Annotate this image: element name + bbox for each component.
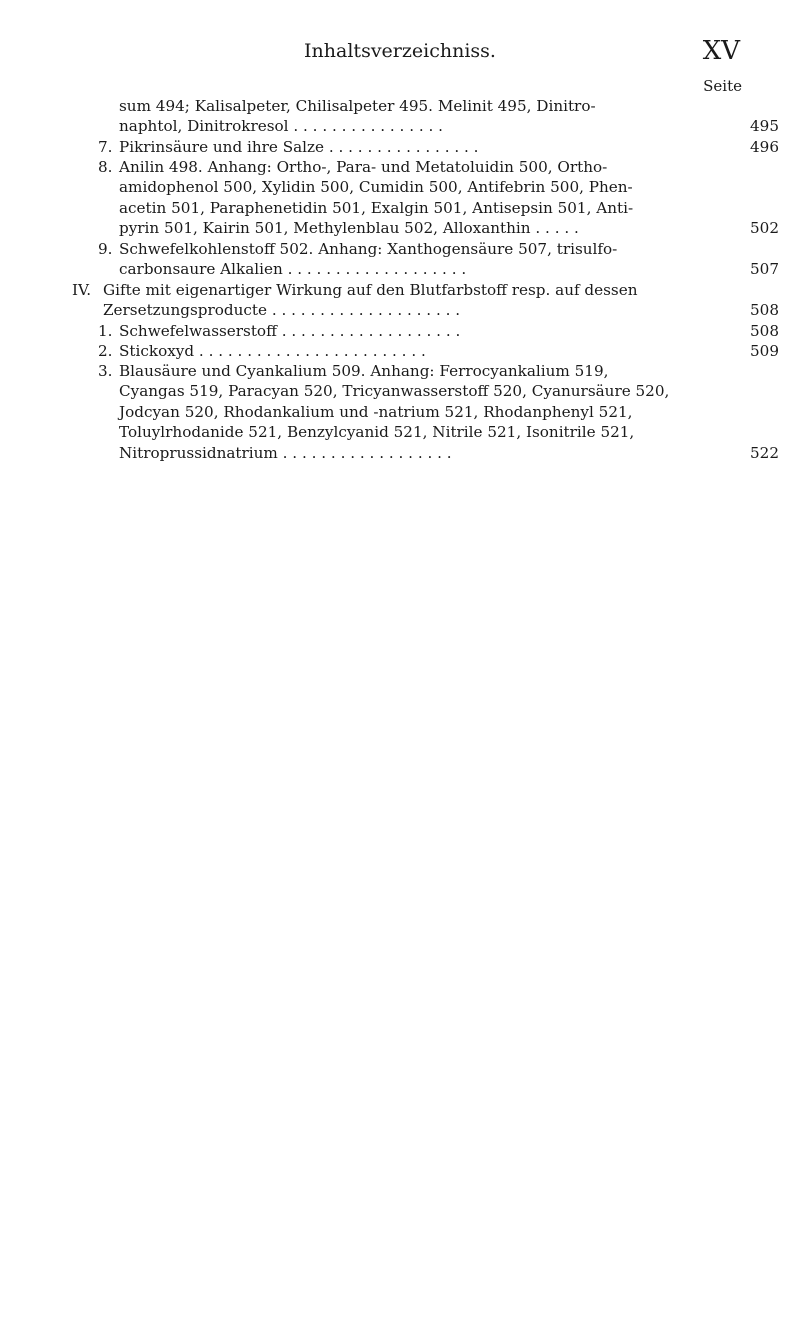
toc-entry-page: 508: [750, 301, 779, 320]
toc-entry-page: 507: [750, 260, 779, 279]
toc-entry-label: 8.: [98, 158, 113, 176]
toc-entry-label: 9.: [98, 240, 113, 258]
toc-entry-label: 3.: [98, 362, 113, 380]
toc-entry-page: 495: [750, 117, 779, 136]
toc-entry-page: 496: [750, 138, 779, 156]
page-header: [60, 36, 740, 70]
running-title: Inhaltsverzeichniss.: [304, 40, 496, 62]
toc-entry-text: Blausäure und Cyankalium 509. Anhang: Ferrocyankalium 519, Cyangas 519, Paracyan 520, Tricyanwasserstoff 520, Cyanursäure 520, Jodcyan 520, Rhodankalium und -natrium 521, Rhodanphenyl 521, Toluylrhodanide 521, Benzylcyanid 521, Nitrile 521, Isonitrile 521, Nitroprussidnatrium . . . . . . . . . . . . . . . . . .: [119, 362, 670, 462]
toc-entry-page: 508: [750, 322, 779, 340]
toc-entry-label: IV.: [72, 281, 92, 299]
toc-entry: [119, 96, 779, 137]
toc-entry-label: 2.: [98, 342, 113, 360]
toc-entry-label: 7.: [98, 138, 113, 156]
toc-entry: [98, 341, 779, 361]
toc-entry: [98, 239, 779, 280]
toc-entry-page: 522: [750, 443, 779, 462]
toc-entry-text: Stickoxyd . . . . . . . . . . . . . . . . . . . . . . . .: [119, 342, 426, 360]
toc-entry: [98, 137, 779, 157]
toc-entry: [72, 280, 779, 321]
toc-entry-text: Gifte mit eigenartiger Wirkung auf den Blutfarbstoff resp. auf dessen Zersetzungsproducte . . . . . . . . . . . . . . . . . . . .: [103, 281, 638, 320]
toc-entry-label: 1.: [98, 322, 113, 340]
toc-entry-text: Anilin 498. Anhang: Ortho-, Para- und Metatoluidin 500, Ortho- amidophenol 500, Xylidin 500, Cumidin 500, Antifebrin 500, Phen- acetin 501, Paraphenetidin 501, Exalgin 501, Antisepsin 501, Anti- pyrin 501, Kairin 501, Methylenblau 502, Alloxanthin . . . . .: [119, 158, 634, 238]
seite-label: Seite: [703, 77, 742, 95]
toc-entry-text: Pikrinsäure und ihre Salze . . . . . . . . . . . . . . . .: [119, 138, 479, 156]
toc-entry: [98, 361, 779, 463]
toc-entry-text: sum 494; Kalisalpeter, Chilisalpeter 495. Melinit 495, Dinitro- naphtol, Dinitrokresol . . . . . . . . . . . . . . . .: [119, 97, 596, 136]
toc-entry-text: Schwefelkohlenstoff 502. Anhang: Xanthogensäure 507, trisulfo- carbonsaure Alkalien . . . . . . . . . . . . . . . . . . .: [119, 240, 618, 279]
toc-entry-page: 502: [750, 219, 779, 238]
toc-entry-text: Schwefelwasserstoff . . . . . . . . . . . . . . . . . . .: [119, 322, 461, 340]
toc-entry-page: 509: [750, 342, 779, 360]
toc-entry: [98, 157, 779, 239]
toc-entry: [98, 321, 779, 341]
page-number: XV: [702, 36, 740, 66]
